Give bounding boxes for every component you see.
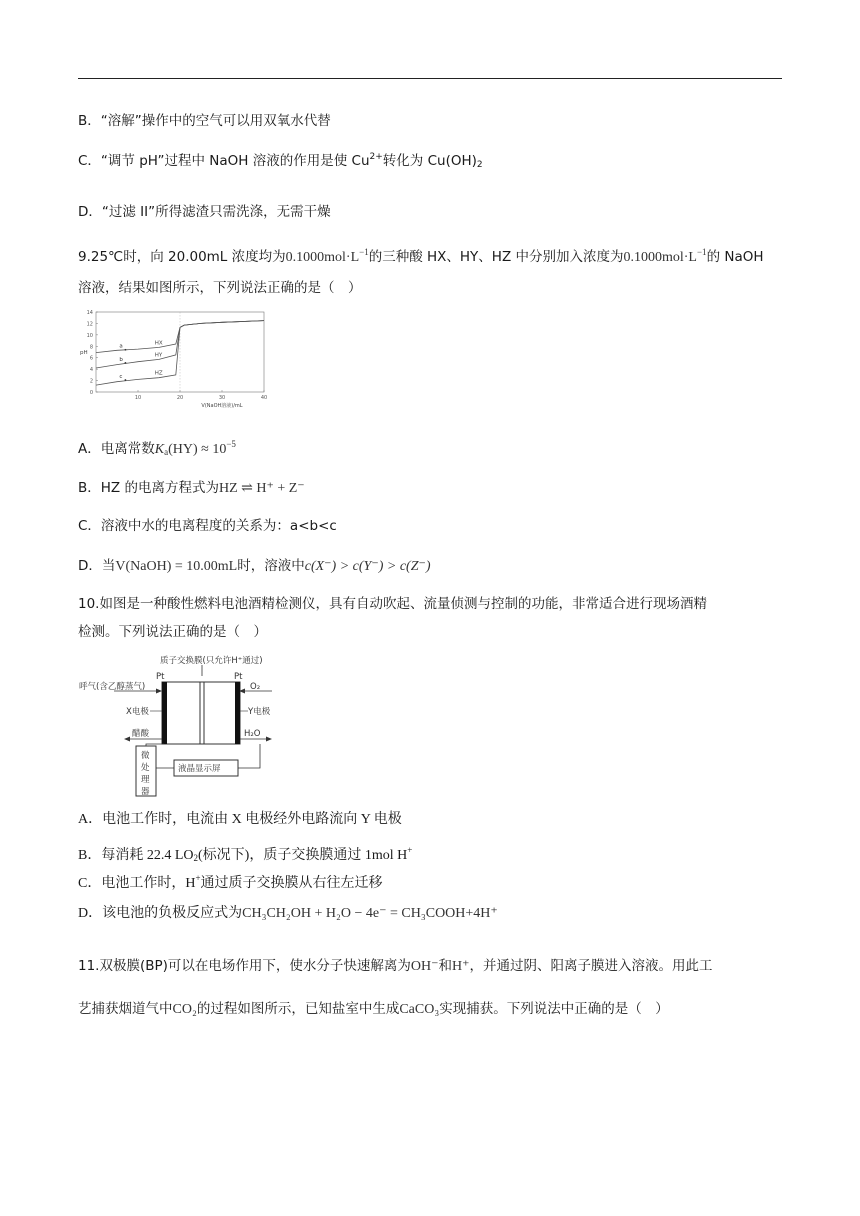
- hydrogen-ion: H⁺: [452, 959, 470, 974]
- fuel-cell-diagram: [78, 652, 278, 798]
- conc-exponent: −1: [359, 247, 369, 257]
- q11-stem-text4: 的过程如图所示，已知盐室中生成: [196, 1001, 400, 1017]
- q10-option-c-text2: 通过质子交换膜从右往左迁移: [200, 876, 383, 891]
- point-c: [125, 379, 127, 381]
- ka-subscript: a: [164, 447, 169, 457]
- y-electrode-label: Y电极: [248, 707, 271, 717]
- q10-option-c[interactable]: [78, 868, 383, 894]
- y-tick-label: 10: [86, 332, 93, 339]
- volume-condition: V(NaOH) = 10.00mL: [115, 559, 238, 574]
- y-electrode: [235, 682, 240, 744]
- conc-exponent-2: −1: [696, 247, 707, 257]
- breath-label: 呼气(含乙醇蒸气): [79, 682, 146, 692]
- header-rule: [78, 78, 782, 79]
- series-label-hy: HY: [154, 352, 163, 359]
- y-tick-label: 0: [89, 390, 93, 396]
- y-tick-label: 4: [89, 367, 93, 374]
- cell-body: [162, 682, 240, 744]
- superscript: +: [195, 873, 201, 883]
- breath-arrowhead: [156, 689, 162, 694]
- q9-stem-text2: 的三种酸 HX、HY、HZ 中分别加入浓度为: [368, 249, 624, 265]
- subscript: 2: [193, 853, 198, 863]
- microprocessor-char-3: 理: [141, 775, 150, 785]
- pt-right-label: Pt: [234, 672, 243, 682]
- q9-option-b[interactable]: [78, 478, 305, 499]
- co2-formula: CO₂: [172, 1002, 197, 1017]
- y-wire: [238, 744, 260, 768]
- x-axis-label: V(NaOH溶液)/mL: [201, 403, 243, 409]
- subscript: 2: [476, 160, 483, 170]
- superscript: +: [407, 845, 413, 855]
- y-tick-label: 2: [89, 378, 93, 385]
- q10-option-d-text: D．该电池的负极反应式为: [78, 906, 243, 921]
- acetic-label: 醋酸: [132, 729, 150, 739]
- q10-stem-line1: 10.如图是一种酸性燃料电池酒精检测仪，具有自动吹起、流量侦测与控制的功能，非常适合进行现场酒精: [78, 596, 707, 612]
- ka-exponent: −5: [226, 439, 236, 449]
- q9-option-a[interactable]: [78, 434, 236, 462]
- q10-option-b-text: B．每消耗 22.4 LO: [78, 848, 194, 863]
- q10-option-c-text: C．电池工作时，H: [78, 876, 196, 891]
- q11-stem-text: 11.双极膜(BP)可以在电场作用下，使水分子快速解离为: [78, 958, 411, 974]
- h2o-label: H₂O: [244, 729, 261, 739]
- q9-stem-text3: 的 NaOH: [706, 249, 764, 265]
- ka-formula: (HY) ≈ 10: [168, 442, 227, 457]
- q11-stem-text5: 实现捕获。下列说法中正确的是（ ）: [439, 1001, 669, 1017]
- q8-option-c-text2: 转化为 Cu(OH): [382, 153, 477, 169]
- q9-option-d-text: D．当: [78, 558, 116, 574]
- chart-plot-area: [80, 310, 267, 409]
- y-tick-label: 6: [89, 355, 93, 362]
- point-a: [125, 349, 127, 351]
- q9-option-c[interactable]: C．溶液中水的电离程度的关系为：a<b<c: [78, 518, 337, 534]
- q9-stem-line2: 溶液，结果如图所示，下列说法正确的是（ ）: [78, 280, 362, 296]
- series-label-hz: HZ: [154, 370, 163, 377]
- o2-label: O₂: [250, 682, 261, 692]
- y-tick-label: 8: [89, 344, 93, 351]
- caco3-formula: CaCO₃: [399, 1002, 440, 1017]
- q11-stem-line2: [78, 999, 669, 1020]
- ionization-equation: HZ ⇌ H⁺ + Z⁻: [218, 481, 305, 496]
- x-electrode-label: X电极: [126, 707, 149, 717]
- acetic-arrowhead: [124, 737, 130, 742]
- x-electrode: [162, 682, 167, 744]
- series-label-hx: HX: [154, 340, 163, 347]
- ph-titration-chart: [78, 306, 278, 418]
- hydroxide-ion: OH⁻: [410, 959, 439, 974]
- x-tick-label: 20: [176, 395, 184, 401]
- point-b: [125, 362, 127, 364]
- x-tick-label: 30: [218, 395, 226, 401]
- q9-option-d[interactable]: [78, 556, 431, 577]
- point-label-c: c: [119, 374, 123, 380]
- point-label-b: b: [119, 356, 123, 363]
- q8-option-b[interactable]: B．“溶解”操作中的空气可以用双氧水代替: [78, 113, 331, 129]
- y-axis-label: pH: [80, 350, 88, 356]
- conc-value: 0.1000mol·L: [285, 250, 360, 265]
- lcd-label: 液晶显示屏: [178, 764, 221, 774]
- x-tick-label: 40: [260, 395, 268, 401]
- point-label-a: a: [119, 343, 123, 350]
- cu-charge: 2+: [369, 152, 383, 162]
- q9-stem-line1: [78, 242, 764, 268]
- membrane-label: 质子交换膜(只允许H⁺通过): [160, 656, 263, 666]
- conc-formula-2: [623, 247, 707, 265]
- microprocessor-char-4: 器: [141, 787, 150, 797]
- anode-equation: CH₃CH₂OH + H₂O − 4e⁻ = CH₃COOH+4H⁺: [242, 906, 498, 921]
- q11-stem-text2: ，并通过阴、阳离子膜进入溶液。用此工: [469, 958, 713, 974]
- microprocessor-char-2: 处: [141, 763, 150, 773]
- concentration-relation: c(X⁻) > c(Y⁻) > c(Z⁻): [304, 559, 431, 574]
- pt-left-label: Pt: [156, 672, 165, 682]
- q10-stem-line2: 检测。下列说法正确的是（ ）: [78, 624, 267, 640]
- conc-value-2: 0.1000mol·L: [623, 250, 697, 265]
- q9-option-a-text: A．电离常数: [78, 441, 155, 457]
- q9-option-d-text2: 时，溶液中: [237, 558, 305, 574]
- q10-option-d[interactable]: [78, 904, 498, 924]
- microprocessor-char-1: 微: [141, 751, 150, 761]
- q11-and: 和: [438, 958, 453, 974]
- q10-option-b[interactable]: [78, 840, 412, 868]
- q9-stem-text: 9.25℃时，向 20.00mL 浓度均为: [78, 249, 286, 265]
- x-tick-label: 10: [134, 395, 142, 401]
- y-tick-label: 14: [86, 310, 93, 316]
- q8-option-c-text: C．“调节 pH”过程中 NaOH 溶液的作用是使 Cu: [78, 153, 370, 169]
- q9-option-b-text: B．HZ 的电离方程式为: [78, 480, 219, 496]
- q8-option-c[interactable]: [78, 147, 483, 175]
- q11-stem-text3: 艺捕获烟道气中: [78, 1001, 173, 1017]
- q8-option-d[interactable]: D．“过滤 II”所得滤渣只需洗涤，无需干燥: [78, 204, 331, 220]
- q10-option-b-text2: (标况下)，质子交换膜通过 1mol H: [198, 848, 408, 863]
- h2o-arrowhead: [266, 737, 272, 742]
- ka-symbol: K: [154, 442, 165, 457]
- conc-formula: [285, 247, 369, 265]
- y-tick-label: 12: [86, 321, 93, 328]
- q10-option-a[interactable]: A．电池工作时，电流由 X 电极经外电路流向 Y 电极: [78, 812, 402, 827]
- q11-stem-line1: [78, 956, 713, 977]
